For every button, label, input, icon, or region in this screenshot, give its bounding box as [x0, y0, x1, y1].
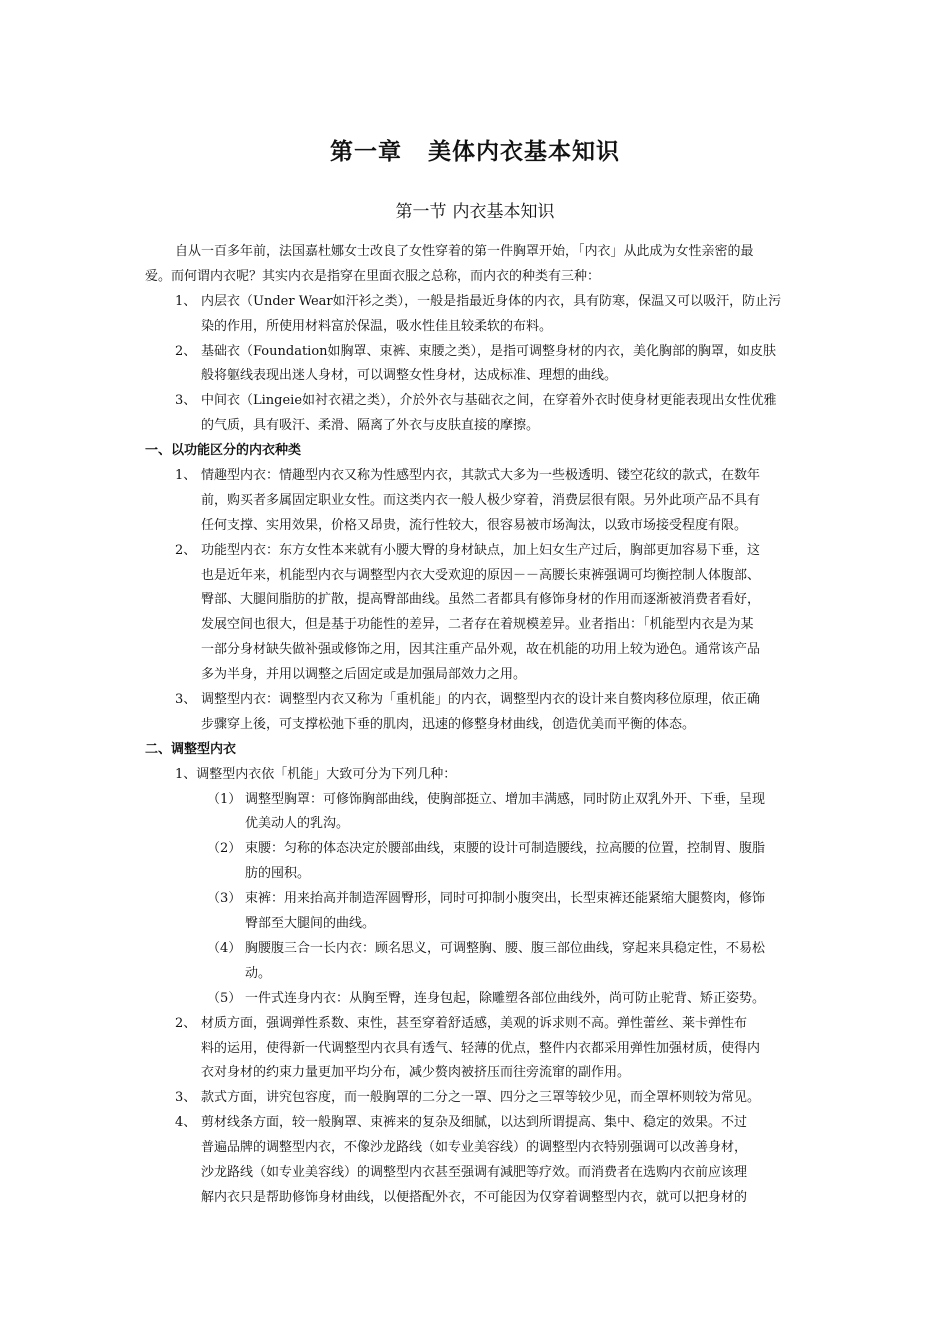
sub-item-5: [145, 987, 845, 1012]
list-item-adj-2: [145, 1012, 845, 1037]
list-text: 基础衣（Foundation如胸罩、束裤、束腰之类），是指可调整身材的内衣，美化胸部的胸罩，如皮肤: [201, 343, 777, 359]
sub-item-4: [145, 937, 845, 962]
list-item-continuation: 衣对身材的约束力量更加平均分布，减少赘肉被挤压而往旁流窜的副作用。: [201, 1065, 631, 1081]
sub-number: （2）: [207, 841, 242, 857]
list-item-continuation: 步骤穿上後，可支撑松弛下垂的肌肉，迅速的修整身材曲线，创造优美而平衡的体态。: [201, 716, 696, 732]
list-item-continuation: 染的作用，所使用材料富於保温，吸水性佳且较柔软的布料。: [201, 318, 553, 334]
list-number: 4、: [175, 1115, 197, 1131]
heading-adjustment: 二、调整型内衣: [145, 741, 237, 757]
sub-item-continuation: 动。: [245, 965, 272, 981]
adjustment-intro: 1、调整型内衣依「机能」大致可分为下列几种：: [175, 766, 457, 782]
sub-text: 一件式连身内衣：从胸至臀，连身包起，除雕塑各部位曲线外，尚可防止驼背、矫正姿势。: [245, 990, 766, 1006]
list-item-continuation: 沙龙路线（如专业美容线）的调整型内衣甚至强调有減肥等疗效。而消费者在选购内衣前应该理: [201, 1164, 748, 1180]
list-item-continuation: 料的运用，使得新一代调整型内衣具有透气、轻薄的优点，整件内衣都采用弹性加强材质，使得内: [201, 1040, 761, 1056]
list-item-type-3: [145, 389, 845, 414]
list-number: 3、: [175, 1090, 197, 1106]
list-item-func-1: [145, 464, 845, 489]
list-item-continuation: 前，购买者多属固定职业女性。而这类内衣一般人极少穿着，消费层很有限。另外此项产品不具有: [201, 492, 761, 508]
sub-text: 胸腰腹三合一长内衣：顾名思义，可调整胸、腰、腹三部位曲线，穿起来具稳定性，不易松: [245, 940, 766, 956]
section-title: [0, 197, 950, 222]
heading-function-types: 一、以功能区分的内衣种类: [145, 443, 302, 459]
list-number: 3、: [175, 393, 197, 409]
sub-text: 束腰：匀称的体态决定於腰部曲线，束腰的设计可制造腰线，拉高腰的位置，控制胃、腹脂: [245, 841, 766, 857]
list-text: 调整型内衣：调整型内衣又称为「重机能」的内衣，调整型内衣的设计来自赘肉移位原理，依正确: [201, 692, 761, 708]
list-item-type-1: [145, 290, 845, 315]
intro-line: 自从一百多年前，法国嘉杜娜女士改良了女性穿着的第一件胸罩开始，「内衣」从此成为女性亲密的最: [175, 244, 754, 259]
list-item-continuation: 任何支撑、实用效果，价格又昂贵，流行性较大，很容易被市场淘汰，以致市场接受程度有限。: [201, 517, 748, 533]
sub-number: （1）: [207, 791, 242, 807]
list-number: 2、: [175, 343, 197, 359]
list-item-continuation: 解内衣只是帮助修饰身材曲线，以便搭配外衣，不可能因为仅穿着调整型内衣，就可以把身材的: [201, 1189, 748, 1205]
list-item-continuation: 也是近年来，机能型内衣与调整型内衣大受欢迎的原因－－高腰长束裤强调可均衡控制人体腹部、: [201, 567, 761, 583]
sub-item-continuation: 肪的囤积。: [245, 866, 311, 882]
sub-item-3: [145, 887, 845, 912]
list-item-continuation: 普遍品牌的调整型内衣，不像沙龙路线（如专业美容线）的调整型内衣特别强调可以改善身材，: [201, 1140, 748, 1156]
list-item-adj-4: [145, 1111, 845, 1136]
list-text: 款式方面，讲究包容度，而一般胸罩的二分之一罩、四分之三罩等较少见，而全罩杯则较为常见。: [201, 1090, 761, 1106]
sub-number: （5）: [207, 990, 242, 1006]
list-number: 1、: [175, 293, 197, 309]
list-item-continuation: 多为半身，并用以调整之后固定或是加强局部效力之用。: [201, 667, 527, 683]
list-item-func-3: [145, 688, 845, 713]
list-item-continuation: 一部分身材缺失做补强或修饰之用，因其注重产品外观，故在机能的功用上较为逊色。通常该产品: [201, 642, 761, 658]
list-item-continuation: 的气质，具有吸汗、柔滑、隔离了外衣与皮肤直接的摩擦。: [201, 418, 540, 434]
list-item-adj-3: [145, 1086, 845, 1111]
chapter-title: [0, 133, 950, 166]
list-item-continuation: 臀部、大腿间脂肪的扩散，提高臀部曲线。虽然二者都具有修饰身材的作用而逐渐被消费者看好，: [201, 592, 761, 608]
chapter-name: 美体内衣基本知识: [428, 139, 620, 165]
chapter-number: 第一章: [330, 139, 402, 165]
list-item-continuation: 般将躯线表现出迷人身材，可以调整女性身材，达成标准、理想的曲线。: [201, 368, 618, 384]
sub-item-1: [145, 788, 845, 813]
sub-text: 调整型胸罩：可修饰胸部曲线，使胸部挺立、增加丰满感，同时防止双乳外开、下垂，呈现: [245, 791, 766, 807]
sub-number: （4）: [207, 940, 242, 956]
sub-item-2: [145, 837, 845, 862]
list-number: 3、: [175, 692, 197, 708]
sub-number: （3）: [207, 891, 242, 907]
list-text: 内层衣（Under Wear如汗衫之类），一般是指最近身体的内衣，具有防寒，保温又可以吸汗，防止污: [201, 293, 782, 309]
list-item-type-2: [145, 340, 845, 365]
sub-item-continuation: 臀部至大腿间的曲线。: [245, 916, 376, 932]
list-text: 材质方面，强调弹性系数、束性，甚至穿着舒适感，美观的诉求则不高。弹性蕾丝、莱卡弹性布: [201, 1015, 748, 1031]
intro-line: 爱。而何谓内衣呢？其实内衣是指穿在里面衣服之总称，而内衣的种类有三种：: [145, 268, 601, 284]
list-number: 2、: [175, 1015, 197, 1031]
list-item-func-2: [145, 539, 845, 564]
section-name: 内衣基本知识: [452, 202, 555, 222]
list-number: 2、: [175, 542, 197, 558]
document-body: [145, 240, 845, 1211]
list-text: 功能型内衣：东方女性本来就有小腰大臀的身材缺点，加上妇女生产过后，胸部更加容易下垂，这: [201, 542, 761, 558]
section-number: 第一节: [395, 202, 447, 222]
list-text: 中间衣（Lingeie如衬衣裙之类），介於外衣与基础衣之间，在穿着外衣时使身材更能表现出女性优雅: [201, 393, 777, 409]
list-item-continuation: 发展空间也很大，但是基于功能性的差异，二者存在着规模差异。业者指出：「机能型内衣是为某: [201, 617, 754, 633]
list-text: 情趣型内衣：情趣型内衣又称为性感型内衣，其款式大多为一些极透明、镂空花纹的款式，在数年: [201, 468, 761, 484]
sub-item-continuation: 优美动人的乳沟。: [245, 816, 350, 832]
list-number: 1、: [175, 468, 197, 484]
list-text: 剪材线条方面，较一般胸罩、束裤来的复杂及细腻，以达到所谓提高、集中、稳定的效果。不过: [201, 1115, 748, 1131]
sub-text: 束裤：用来抬高并制造浑圆臀形，同时可抑制小腹突出，长型束裤还能紧缩大腿赘肉，修饰: [245, 891, 766, 907]
